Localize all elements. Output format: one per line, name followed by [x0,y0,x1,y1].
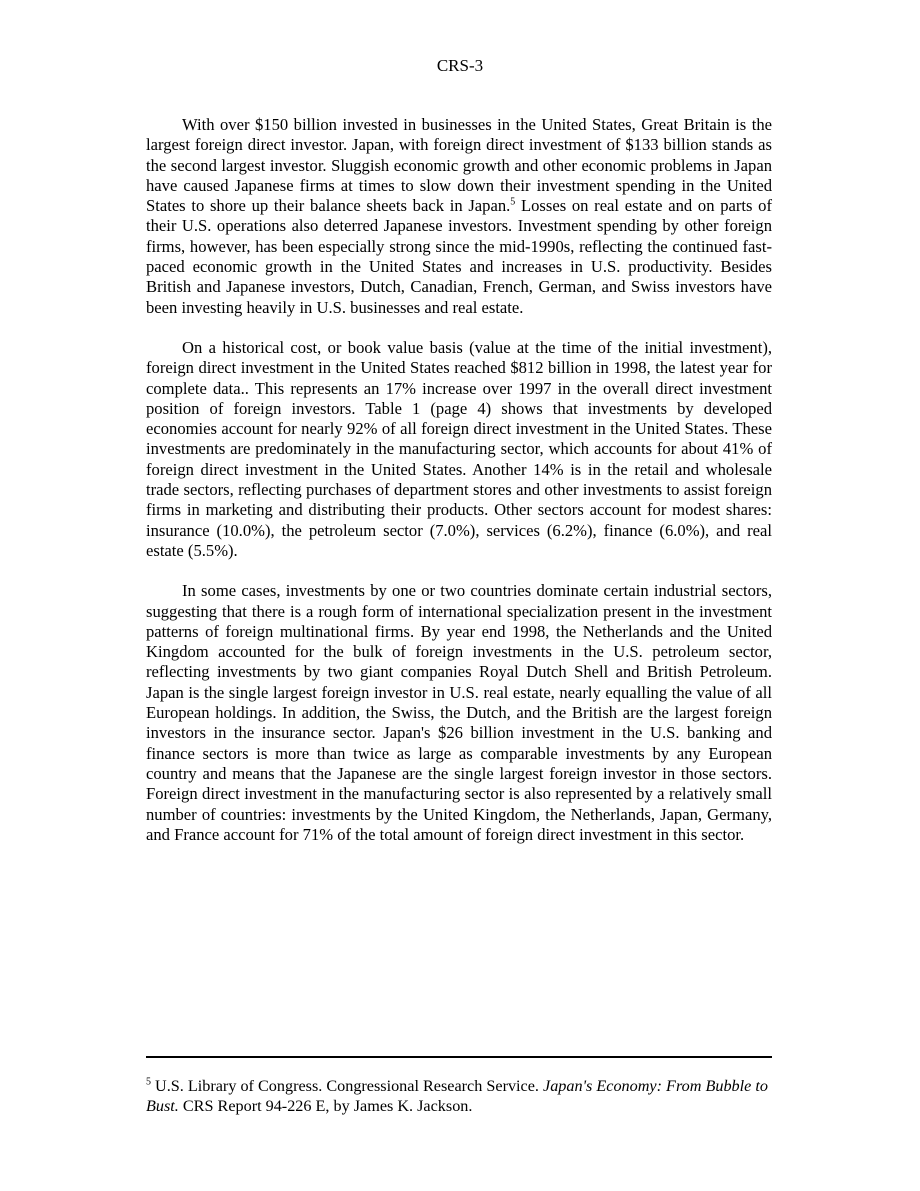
footnote [146,1076,774,1116]
footnote-divider [146,1056,772,1058]
footnote-title: Japan's Economy: From Bubble to Bust. [146,1077,768,1115]
paragraph-1-text-b: Losses on real estate and on parts of their U.S. operations also deterred Japanese investors. Investment spending by other foreign firms, however, has been especially strong since the mid-1990s, reflecting the continued fast-paced economic growth in the United States and increases in U.S. productivity. Besides British and Japanese investors, Dutch, Canadian, French, German, and Swiss investors have been investing heavily in U.S. businesses and real estate. [146,196,772,317]
body-text [146,115,772,865]
footnote-text-b: CRS Report 94-226 E, by James K. Jackson. [178,1097,473,1115]
footnote-text-a: U.S. Library of Congress. Congressional Research Service. [151,1077,544,1095]
footnote-number: 5 [146,1076,151,1088]
page-header: CRS-3 [436,56,484,75]
paragraph-3: In some cases, investments by one or two countries dominate certain industrial sectors, suggesting that there is a rough form of international specialization present in the investment patterns of foreign multinational firms. By year end 1998, the Netherlands and the United Kingdom accounted for the bulk of foreign investments in the U.S. petroleum sector, reflecting investments by two giant companies Royal Dutch Shell and British Petroleum. Japan is the single largest foreign investor in U.S. real estate, nearly equalling the value of all European holdings. In addition, the Swiss, the Dutch, and the British are the largest foreign investors in the insurance sector. Japan's $26 billion investment in the U.S. banking and finance sectors is more than twice as large as comparable investments by any European country and means that the Japanese are the single largest foreign investor in those sectors. Foreign direct investment in the manufacturing sector is also represented by a relatively small number of countries: investments by the United Kingdom, the Netherlands, Japan, Germany, and France account for 71% of the total amount of foreign direct investment in this sector. [146,581,772,844]
paragraph-1-text-a: With over $150 billion invested in businesses in the United States, Great Britain is the largest foreign direct investor. Japan, with foreign direct investment of $133 billion stands as the second largest investor. Sluggish economic growth and other economic problems in Japan have caused Japanese firms at times to slow down their investment spending in the United States to shore up their balance sheets back in Japan. [146,115,772,216]
footnote-ref[interactable]: 5 [510,196,516,208]
paragraph-2: On a historical cost, or book value basis (value at the time of the initial investment), foreign direct investment in the United States reached $812 billion in 1998, the latest year for complete data.. This represents an 17% increase over 1997 in the overall direct investment position of foreign investors. Table 1 (page 4) shows that investments by developed economies account for nearly 92% of all foreign direct investment in the United States. These investments are predominately in the manufacturing sector, which accounts for about 41% of foreign direct investment in the United States. Another 14% is in the retail and wholesale trade sectors, reflecting purchases of department stores and other investments to assist foreign firms in marketing and distributing their products. Other sectors account for modest shares: insurance (10.0%), the petroleum sector (7.0%), services (6.2%), finance (6.0%), and real estate (5.5%). [146,337,772,560]
paragraph-1 [146,115,772,318]
